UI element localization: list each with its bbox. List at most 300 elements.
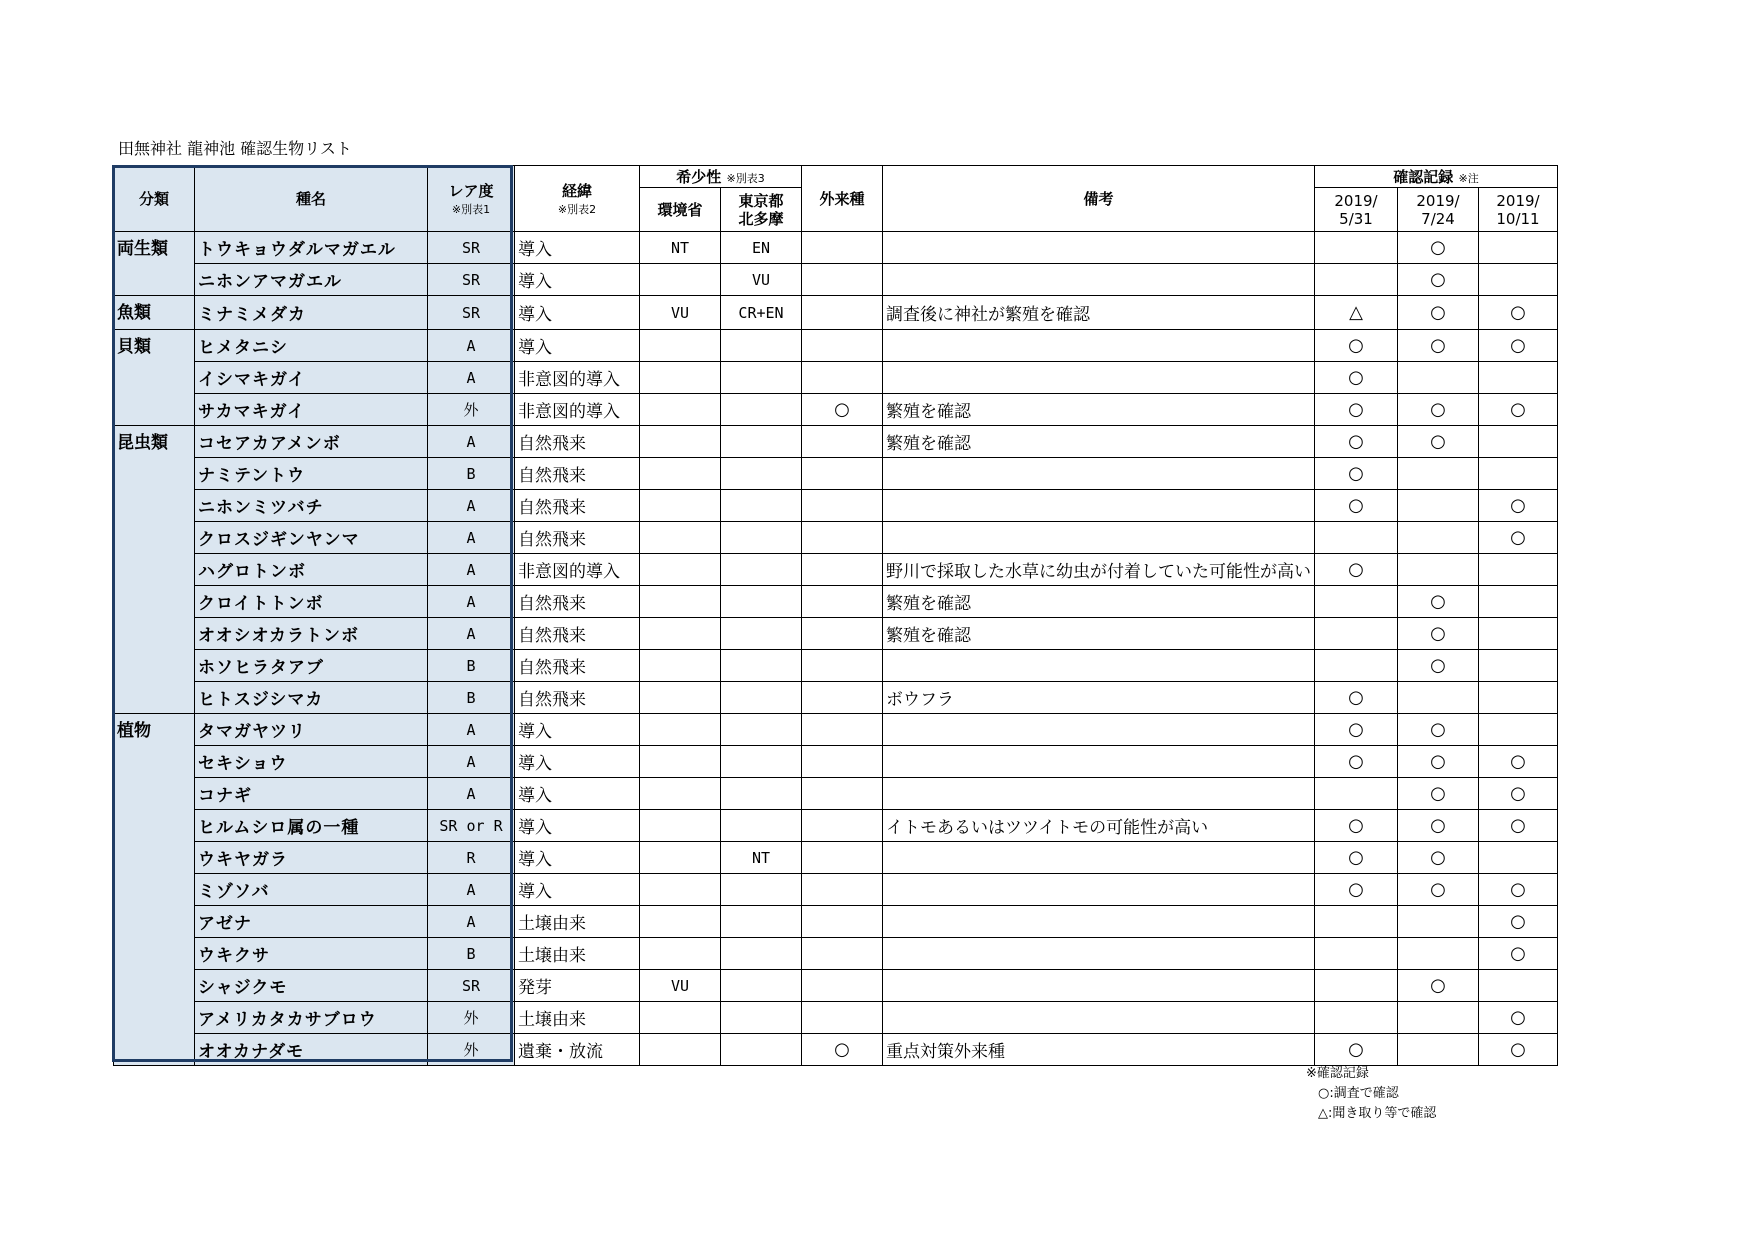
- record-date-3: ○: [1479, 490, 1558, 522]
- remarks-cell: 繁殖を確認: [883, 426, 1315, 458]
- species-name: ナミテントウ: [195, 458, 428, 490]
- record-date-2: ○: [1398, 874, 1479, 906]
- rarity-cell: A: [428, 490, 515, 522]
- table-row: [114, 264, 1558, 296]
- origin-cell: 土壌由来: [515, 1002, 640, 1034]
- record-date-1: ○: [1315, 554, 1398, 586]
- record-date-1: ○: [1315, 874, 1398, 906]
- rarity-cell: A: [428, 426, 515, 458]
- remarks-cell: イトモあるいはツツイトモの可能性が高い: [883, 810, 1315, 842]
- record-date-2: ○: [1398, 232, 1479, 264]
- record-date-3: ○: [1479, 1034, 1558, 1066]
- record-date-2: ○: [1398, 746, 1479, 778]
- record-date-1: [1315, 906, 1398, 938]
- rarity-cell: B: [428, 458, 515, 490]
- tokyo-cell: [721, 554, 802, 586]
- record-date-1: ○: [1315, 682, 1398, 714]
- record-date-1: ○: [1315, 810, 1398, 842]
- alien-cell: [802, 522, 883, 554]
- header-date-3: 2019/ 10/11: [1479, 188, 1558, 232]
- tokyo-cell: [721, 490, 802, 522]
- tokyo-cell: [721, 618, 802, 650]
- tokyo-cell: [721, 714, 802, 746]
- tokyo-cell: [721, 938, 802, 970]
- origin-cell: 導入: [515, 810, 640, 842]
- species-name: ウキクサ: [195, 938, 428, 970]
- env-ministry-cell: VU: [640, 296, 721, 330]
- origin-cell: 導入: [515, 714, 640, 746]
- origin-cell: 非意図的導入: [515, 554, 640, 586]
- rarity-cell: A: [428, 522, 515, 554]
- alien-cell: [802, 618, 883, 650]
- header-origin-label: 経緯: [561, 182, 592, 200]
- remarks-cell: [883, 714, 1315, 746]
- alien-cell: [802, 1002, 883, 1034]
- record-date-3: ○: [1479, 874, 1558, 906]
- env-ministry-cell: [640, 554, 721, 586]
- record-date-3: ○: [1479, 1002, 1558, 1034]
- record-date-1: [1315, 586, 1398, 618]
- env-ministry-cell: [640, 746, 721, 778]
- env-ministry-cell: [640, 362, 721, 394]
- env-ministry-cell: NT: [640, 232, 721, 264]
- record-date-1: [1315, 232, 1398, 264]
- record-date-1: [1315, 970, 1398, 1002]
- species-name: ヒルムシロ属の一種: [195, 810, 428, 842]
- alien-cell: [802, 586, 883, 618]
- record-date-1: ○: [1315, 746, 1398, 778]
- remarks-cell: [883, 264, 1315, 296]
- record-date-1: ○: [1315, 714, 1398, 746]
- table-row: [114, 682, 1558, 714]
- tokyo-cell: NT: [721, 842, 802, 874]
- alien-cell: ○: [802, 394, 883, 426]
- record-date-3: [1479, 586, 1558, 618]
- tokyo-cell: [721, 522, 802, 554]
- remarks-cell: [883, 522, 1315, 554]
- legend-circle: ○:調査で確認: [1318, 1086, 1399, 1101]
- table-header: [114, 166, 1558, 232]
- page-title: 田無神社 龍神池 確認生物リスト: [118, 139, 352, 158]
- origin-cell: 非意図的導入: [515, 394, 640, 426]
- table-body: [114, 232, 1558, 1066]
- record-date-1: ○: [1315, 330, 1398, 362]
- category-cell: 貝類: [114, 330, 195, 426]
- species-name: サカマキガイ: [195, 394, 428, 426]
- tokyo-cell: [721, 746, 802, 778]
- record-date-2: [1398, 522, 1479, 554]
- record-date-1: ○: [1315, 394, 1398, 426]
- record-date-1: [1315, 650, 1398, 682]
- record-date-2: ○: [1398, 394, 1479, 426]
- rarity-cell: A: [428, 362, 515, 394]
- record-date-1: [1315, 778, 1398, 810]
- alien-cell: [802, 458, 883, 490]
- legend-notes: [1306, 1064, 1436, 1124]
- header-origin-note: ※別表2: [557, 203, 597, 216]
- species-name: ミナミメダカ: [195, 296, 428, 330]
- tokyo-cell: [721, 1034, 802, 1066]
- table-row: [114, 458, 1558, 490]
- record-date-2: [1398, 362, 1479, 394]
- record-date-1: [1315, 1002, 1398, 1034]
- species-name: ヒメタニシ: [195, 330, 428, 362]
- record-date-1: △: [1315, 296, 1398, 330]
- legend-title: ※確認記録: [1306, 1066, 1369, 1081]
- alien-cell: [802, 714, 883, 746]
- env-ministry-cell: [640, 394, 721, 426]
- remarks-cell: [883, 650, 1315, 682]
- env-ministry-cell: [640, 810, 721, 842]
- table-row: [114, 714, 1558, 746]
- species-name: コセアカアメンボ: [195, 426, 428, 458]
- origin-cell: 導入: [515, 778, 640, 810]
- record-date-2: ○: [1398, 842, 1479, 874]
- tokyo-cell: [721, 778, 802, 810]
- rarity-cell: A: [428, 906, 515, 938]
- table-row: [114, 586, 1558, 618]
- env-ministry-cell: [640, 778, 721, 810]
- species-table-wrapper: [113, 165, 1558, 1066]
- table-row: [114, 842, 1558, 874]
- origin-cell: 自然飛来: [515, 490, 640, 522]
- species-name: ニホンミツバチ: [195, 490, 428, 522]
- origin-cell: 自然飛来: [515, 650, 640, 682]
- table-row: [114, 618, 1558, 650]
- env-ministry-cell: VU: [640, 970, 721, 1002]
- tokyo-cell: [721, 810, 802, 842]
- alien-cell: [802, 490, 883, 522]
- origin-cell: 自然飛来: [515, 682, 640, 714]
- record-date-1: ○: [1315, 426, 1398, 458]
- origin-cell: 自然飛来: [515, 426, 640, 458]
- env-ministry-cell: [640, 458, 721, 490]
- record-date-2: [1398, 906, 1479, 938]
- rarity-cell: A: [428, 618, 515, 650]
- record-date-2: ○: [1398, 970, 1479, 1002]
- tokyo-cell: [721, 1002, 802, 1034]
- remarks-cell: 繁殖を確認: [883, 586, 1315, 618]
- env-ministry-cell: [640, 874, 721, 906]
- record-date-3: [1479, 554, 1558, 586]
- record-date-2: ○: [1398, 586, 1479, 618]
- rarity-cell: 外: [428, 1034, 515, 1066]
- env-ministry-cell: [640, 426, 721, 458]
- rarity-cell: A: [428, 778, 515, 810]
- header-scarcity-label: 希少性: [676, 168, 722, 186]
- record-date-3: [1479, 618, 1558, 650]
- record-date-2: ○: [1398, 650, 1479, 682]
- record-date-3: [1479, 264, 1558, 296]
- table-row: [114, 522, 1558, 554]
- species-name: ウキヤガラ: [195, 842, 428, 874]
- header-category: 分類: [114, 166, 195, 232]
- table-row: [114, 650, 1558, 682]
- env-ministry-cell: [640, 938, 721, 970]
- rarity-cell: A: [428, 586, 515, 618]
- env-ministry-cell: [640, 264, 721, 296]
- rarity-cell: SR: [428, 264, 515, 296]
- species-name: オオカナダモ: [195, 1034, 428, 1066]
- record-date-3: [1479, 426, 1558, 458]
- alien-cell: [802, 426, 883, 458]
- remarks-cell: [883, 458, 1315, 490]
- record-date-3: [1479, 362, 1558, 394]
- record-date-3: ○: [1479, 522, 1558, 554]
- env-ministry-cell: [640, 522, 721, 554]
- category-cell: 昆虫類: [114, 426, 195, 714]
- record-date-2: ○: [1398, 426, 1479, 458]
- record-date-3: [1479, 232, 1558, 264]
- record-date-3: [1479, 970, 1558, 1002]
- remarks-cell: [883, 362, 1315, 394]
- rarity-cell: A: [428, 330, 515, 362]
- origin-cell: 自然飛来: [515, 586, 640, 618]
- record-date-2: ○: [1398, 618, 1479, 650]
- category-cell: 両生類: [114, 232, 195, 296]
- record-date-1: [1315, 938, 1398, 970]
- record-date-3: [1479, 650, 1558, 682]
- tokyo-cell: [721, 330, 802, 362]
- remarks-cell: [883, 490, 1315, 522]
- remarks-cell: 調査後に神社が繁殖を確認: [883, 296, 1315, 330]
- record-date-3: ○: [1479, 330, 1558, 362]
- header-records-note: ※注: [1458, 172, 1479, 185]
- rarity-cell: R: [428, 842, 515, 874]
- remarks-cell: [883, 1002, 1315, 1034]
- remarks-cell: 野川で採取した水草に幼虫が付着していた可能性が高い: [883, 554, 1315, 586]
- species-name: クロスジギンヤンマ: [195, 522, 428, 554]
- record-date-3: ○: [1479, 296, 1558, 330]
- table-row: [114, 778, 1558, 810]
- table-row: [114, 362, 1558, 394]
- table-row: [114, 1002, 1558, 1034]
- header-rarity: [428, 166, 515, 232]
- origin-cell: 導入: [515, 264, 640, 296]
- rarity-cell: A: [428, 874, 515, 906]
- remarks-cell: [883, 232, 1315, 264]
- header-rarity-label: レア度: [448, 182, 494, 200]
- alien-cell: [802, 746, 883, 778]
- species-name: ミゾソバ: [195, 874, 428, 906]
- origin-cell: 発芽: [515, 970, 640, 1002]
- remarks-cell: [883, 938, 1315, 970]
- header-origin: [515, 166, 640, 232]
- record-date-2: ○: [1398, 778, 1479, 810]
- table-row: [114, 906, 1558, 938]
- rarity-cell: A: [428, 746, 515, 778]
- rarity-cell: SR: [428, 232, 515, 264]
- record-date-2: [1398, 682, 1479, 714]
- table-row: [114, 938, 1558, 970]
- table-row: [114, 874, 1558, 906]
- record-date-1: ○: [1315, 458, 1398, 490]
- alien-cell: ○: [802, 1034, 883, 1066]
- header-remarks: 備考: [883, 166, 1315, 232]
- env-ministry-cell: [640, 1002, 721, 1034]
- alien-cell: [802, 874, 883, 906]
- tokyo-cell: [721, 426, 802, 458]
- remarks-cell: [883, 970, 1315, 1002]
- origin-cell: 導入: [515, 874, 640, 906]
- record-date-2: [1398, 938, 1479, 970]
- alien-cell: [802, 778, 883, 810]
- env-ministry-cell: [640, 490, 721, 522]
- record-date-3: ○: [1479, 394, 1558, 426]
- species-name: トウキョウダルマガエル: [195, 232, 428, 264]
- remarks-cell: [883, 778, 1315, 810]
- table-row: [114, 810, 1558, 842]
- env-ministry-cell: [640, 618, 721, 650]
- remarks-cell: [883, 330, 1315, 362]
- env-ministry-cell: [640, 330, 721, 362]
- header-records-label: 確認記録: [1393, 168, 1454, 186]
- header-rarity-note: ※別表1: [451, 203, 491, 216]
- env-ministry-cell: [640, 714, 721, 746]
- remarks-cell: [883, 874, 1315, 906]
- table-row: [114, 232, 1558, 264]
- species-name: アメリカタカサブロウ: [195, 1002, 428, 1034]
- species-name: クロイトトンボ: [195, 586, 428, 618]
- record-date-1: ○: [1315, 490, 1398, 522]
- alien-cell: [802, 296, 883, 330]
- species-name: イシマキガイ: [195, 362, 428, 394]
- rarity-cell: 外: [428, 394, 515, 426]
- record-date-3: ○: [1479, 810, 1558, 842]
- rarity-cell: B: [428, 938, 515, 970]
- origin-cell: 導入: [515, 746, 640, 778]
- rarity-cell: SR: [428, 970, 515, 1002]
- record-date-3: ○: [1479, 906, 1558, 938]
- record-date-2: ○: [1398, 296, 1479, 330]
- table-row: [114, 554, 1558, 586]
- record-date-3: [1479, 842, 1558, 874]
- remarks-cell: 繁殖を確認: [883, 618, 1315, 650]
- species-name: ヒトスジシマカ: [195, 682, 428, 714]
- tokyo-cell: [721, 394, 802, 426]
- category-cell: 植物: [114, 714, 195, 1066]
- rarity-cell: A: [428, 714, 515, 746]
- species-name: ハグロトンボ: [195, 554, 428, 586]
- env-ministry-cell: [640, 650, 721, 682]
- origin-cell: 土壌由来: [515, 906, 640, 938]
- table-row: [114, 394, 1558, 426]
- table-row: [114, 746, 1558, 778]
- species-name: セキショウ: [195, 746, 428, 778]
- origin-cell: 導入: [515, 330, 640, 362]
- rarity-cell: B: [428, 650, 515, 682]
- tokyo-cell: CR+EN: [721, 296, 802, 330]
- species-table: [113, 165, 1558, 1066]
- remarks-cell: 繁殖を確認: [883, 394, 1315, 426]
- remarks-cell: 重点対策外来種: [883, 1034, 1315, 1066]
- record-date-1: [1315, 522, 1398, 554]
- env-ministry-cell: [640, 682, 721, 714]
- record-date-3: ○: [1479, 938, 1558, 970]
- header-species: 種名: [195, 166, 428, 232]
- record-date-2: [1398, 458, 1479, 490]
- tokyo-cell: [721, 586, 802, 618]
- species-name: アゼナ: [195, 906, 428, 938]
- record-date-3: [1479, 714, 1558, 746]
- header-date-2: 2019/ 7/24: [1398, 188, 1479, 232]
- table-row: [114, 490, 1558, 522]
- tokyo-cell: [721, 906, 802, 938]
- table-row: [114, 330, 1558, 362]
- record-date-2: [1398, 1034, 1479, 1066]
- rarity-cell: SR: [428, 296, 515, 330]
- table-row: [114, 1034, 1558, 1066]
- tokyo-cell: [721, 682, 802, 714]
- alien-cell: [802, 330, 883, 362]
- category-cell: 魚類: [114, 296, 195, 330]
- record-date-3: [1479, 682, 1558, 714]
- remarks-cell: [883, 842, 1315, 874]
- header-alien: 外来種: [802, 166, 883, 232]
- alien-cell: [802, 938, 883, 970]
- remarks-cell: [883, 746, 1315, 778]
- alien-cell: [802, 810, 883, 842]
- tokyo-cell: [721, 458, 802, 490]
- rarity-cell: 外: [428, 1002, 515, 1034]
- record-date-2: ○: [1398, 714, 1479, 746]
- tokyo-cell: EN: [721, 232, 802, 264]
- rarity-cell: B: [428, 682, 515, 714]
- remarks-cell: [883, 906, 1315, 938]
- header-env-ministry: 環境省: [640, 188, 721, 232]
- species-name: タマガヤツリ: [195, 714, 428, 746]
- header-records: [1315, 166, 1558, 188]
- origin-cell: 導入: [515, 842, 640, 874]
- table-row: [114, 426, 1558, 458]
- alien-cell: [802, 970, 883, 1002]
- tokyo-cell: [721, 970, 802, 1002]
- legend-triangle: △:聞き取り等で確認: [1318, 1106, 1437, 1121]
- env-ministry-cell: [640, 586, 721, 618]
- record-date-3: ○: [1479, 778, 1558, 810]
- species-name: オオシオカラトンボ: [195, 618, 428, 650]
- record-date-3: ○: [1479, 746, 1558, 778]
- table-row: [114, 970, 1558, 1002]
- origin-cell: 自然飛来: [515, 458, 640, 490]
- alien-cell: [802, 554, 883, 586]
- tokyo-cell: [721, 874, 802, 906]
- record-date-2: [1398, 490, 1479, 522]
- header-date-1: 2019/ 5/31: [1315, 188, 1398, 232]
- record-date-2: ○: [1398, 810, 1479, 842]
- alien-cell: [802, 682, 883, 714]
- record-date-1: [1315, 264, 1398, 296]
- alien-cell: [802, 264, 883, 296]
- origin-cell: 自然飛来: [515, 522, 640, 554]
- species-name: コナギ: [195, 778, 428, 810]
- tokyo-cell: [721, 650, 802, 682]
- env-ministry-cell: [640, 1034, 721, 1066]
- record-date-2: [1398, 554, 1479, 586]
- record-date-3: [1479, 458, 1558, 490]
- origin-cell: 自然飛来: [515, 618, 640, 650]
- alien-cell: [802, 650, 883, 682]
- rarity-cell: SR or R: [428, 810, 515, 842]
- origin-cell: 土壌由来: [515, 938, 640, 970]
- species-name: ニホンアマガエル: [195, 264, 428, 296]
- origin-cell: 遺棄・放流: [515, 1034, 640, 1066]
- species-name: ホソヒラタアブ: [195, 650, 428, 682]
- species-name: シャジクモ: [195, 970, 428, 1002]
- origin-cell: 導入: [515, 232, 640, 264]
- alien-cell: [802, 232, 883, 264]
- record-date-2: [1398, 1002, 1479, 1034]
